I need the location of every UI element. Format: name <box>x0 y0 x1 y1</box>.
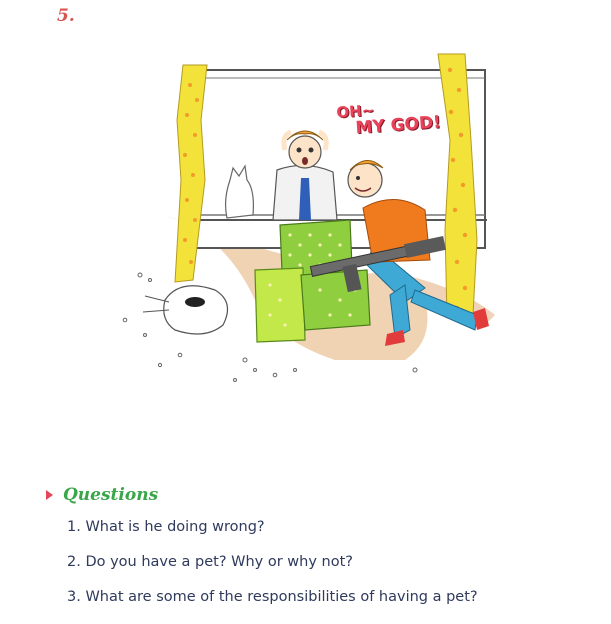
questions-list <box>67 517 478 622</box>
questions-header <box>46 485 158 505</box>
question-item: 3. What are some of the responsibilities of having a pet? <box>67 589 478 605</box>
page-number: 5. <box>57 6 75 26</box>
exclamation-line1: OH~ <box>335 101 375 122</box>
cartoon-illustration <box>105 40 505 400</box>
exclamation-bubble <box>336 98 442 139</box>
shocked-man <box>273 131 337 220</box>
questions-title: Questions <box>63 485 159 505</box>
question-item: 1. What is he doing wrong? <box>67 519 265 535</box>
dog-figure <box>143 286 228 334</box>
question-item: 2. Do you have a pet? Why or why not? <box>67 554 353 570</box>
exclamation-line2: MY GOD! <box>354 112 442 139</box>
triangle-bullet-icon <box>46 490 53 500</box>
left-curtain <box>175 65 207 282</box>
